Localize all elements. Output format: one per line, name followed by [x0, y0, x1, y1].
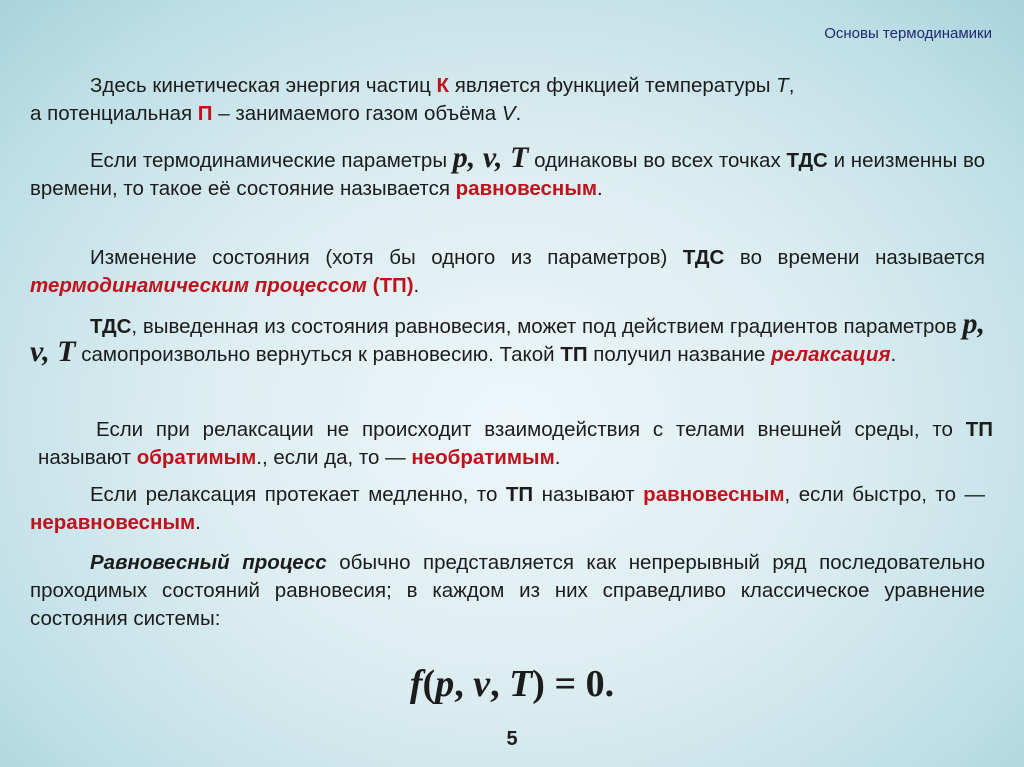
text: Если при релаксации не происходит взаимодействия с телами внешней среды, то: [96, 418, 966, 441]
symbol-k: К: [436, 74, 450, 97]
formula-paren: (: [422, 663, 436, 705]
paragraph-equilibrium-definition: [30, 141, 986, 203]
text: самопроизвольно вернуться к равновесию. Такой: [75, 343, 561, 366]
paragraph-relaxation: [30, 307, 985, 369]
term-equilibrium: равновесным: [643, 483, 785, 506]
formula-v: v: [473, 663, 491, 705]
term-nonequilibrium: неравновесным: [30, 511, 196, 534]
term-tp: ТП: [965, 418, 993, 441]
term-equilibrium-process: Равновесный процесс: [90, 551, 327, 574]
separator: ,: [495, 141, 511, 174]
text: называют: [38, 446, 137, 469]
term-tp-abbrev: (ТП): [366, 274, 414, 297]
formula-sep: ,: [490, 663, 510, 705]
param-v: v: [482, 141, 496, 174]
term-tds: ТДС: [90, 315, 132, 338]
term-tp: ТП: [560, 343, 588, 366]
text: Если релаксация протекает медленно, то: [90, 483, 506, 506]
paragraph-kinetic-potential: [30, 72, 985, 128]
param-p: p: [452, 141, 468, 174]
text: – занимаемого газом объёма: [212, 102, 502, 125]
term-tds: ТДС: [786, 149, 828, 172]
text: получил название: [587, 343, 772, 366]
text: .: [554, 446, 561, 469]
paragraph-quasistatic: [30, 481, 985, 537]
param-t: T: [510, 141, 529, 174]
param-p: p: [962, 307, 978, 340]
text: .: [597, 177, 603, 200]
separator: ,: [42, 335, 58, 368]
page-number: 5: [506, 728, 518, 750]
formula-close: ) = 0.: [532, 663, 615, 705]
text: ., если да, то —: [256, 446, 412, 469]
term-irreversible: необратимым: [411, 446, 555, 469]
text: а потенциальная: [30, 102, 198, 125]
formula-t: T: [509, 663, 533, 705]
symbol-pi: П: [197, 102, 213, 125]
formula-p: p: [435, 663, 455, 705]
text: .: [195, 511, 201, 534]
term-tds: ТДС: [682, 246, 725, 269]
text: , выведенная из состояния равновесия, может под действием градиентов параметров: [131, 315, 963, 338]
text: обычно представляется как непрерывный ряд последовательно проходимых состояний равновесия; в каждом из них справедливо классическое уравнение состояния системы:: [30, 551, 986, 630]
separator: ,: [977, 307, 985, 340]
separator: ,: [467, 141, 483, 174]
term-thermodynamic-process: термодинамическим процессом: [30, 274, 367, 297]
text: во времени называется: [724, 246, 986, 269]
equation-of-state: [0, 662, 1024, 706]
text: Если термодинамические параметры: [90, 149, 453, 172]
term-equilibrium: равновесным: [455, 177, 597, 200]
text: .: [515, 102, 522, 125]
symbol-t: T: [776, 74, 789, 97]
text: .: [413, 274, 420, 297]
text: является функцией температуры: [449, 74, 777, 97]
text: .: [890, 343, 897, 366]
paragraph-reversibility: [38, 416, 993, 472]
formula-sep: ,: [454, 663, 474, 705]
text: ,: [788, 74, 795, 97]
text: Здесь кинетическая энергия частиц: [90, 74, 437, 97]
param-t: T: [57, 335, 76, 368]
text: одинаковы во всех точках: [528, 149, 787, 172]
paragraph-process-definition: [30, 244, 985, 300]
text: , если быстро, то —: [784, 483, 985, 506]
text: и неизменны во времени, то такое её состояние называется: [30, 149, 986, 200]
term-reversible: обратимым: [136, 446, 257, 469]
formula-f: f: [409, 663, 423, 705]
text: называют: [533, 483, 644, 506]
term-tp: ТП: [505, 483, 534, 506]
term-relaxation: релаксация: [771, 343, 891, 366]
text: Изменение состояния (хотя бы одного из параметров): [90, 246, 683, 269]
paragraph-equilibrium-process: [30, 549, 985, 633]
slide-header-title: Основы термодинамики: [824, 25, 992, 42]
symbol-v: V: [501, 102, 516, 125]
param-v: v: [30, 335, 43, 368]
